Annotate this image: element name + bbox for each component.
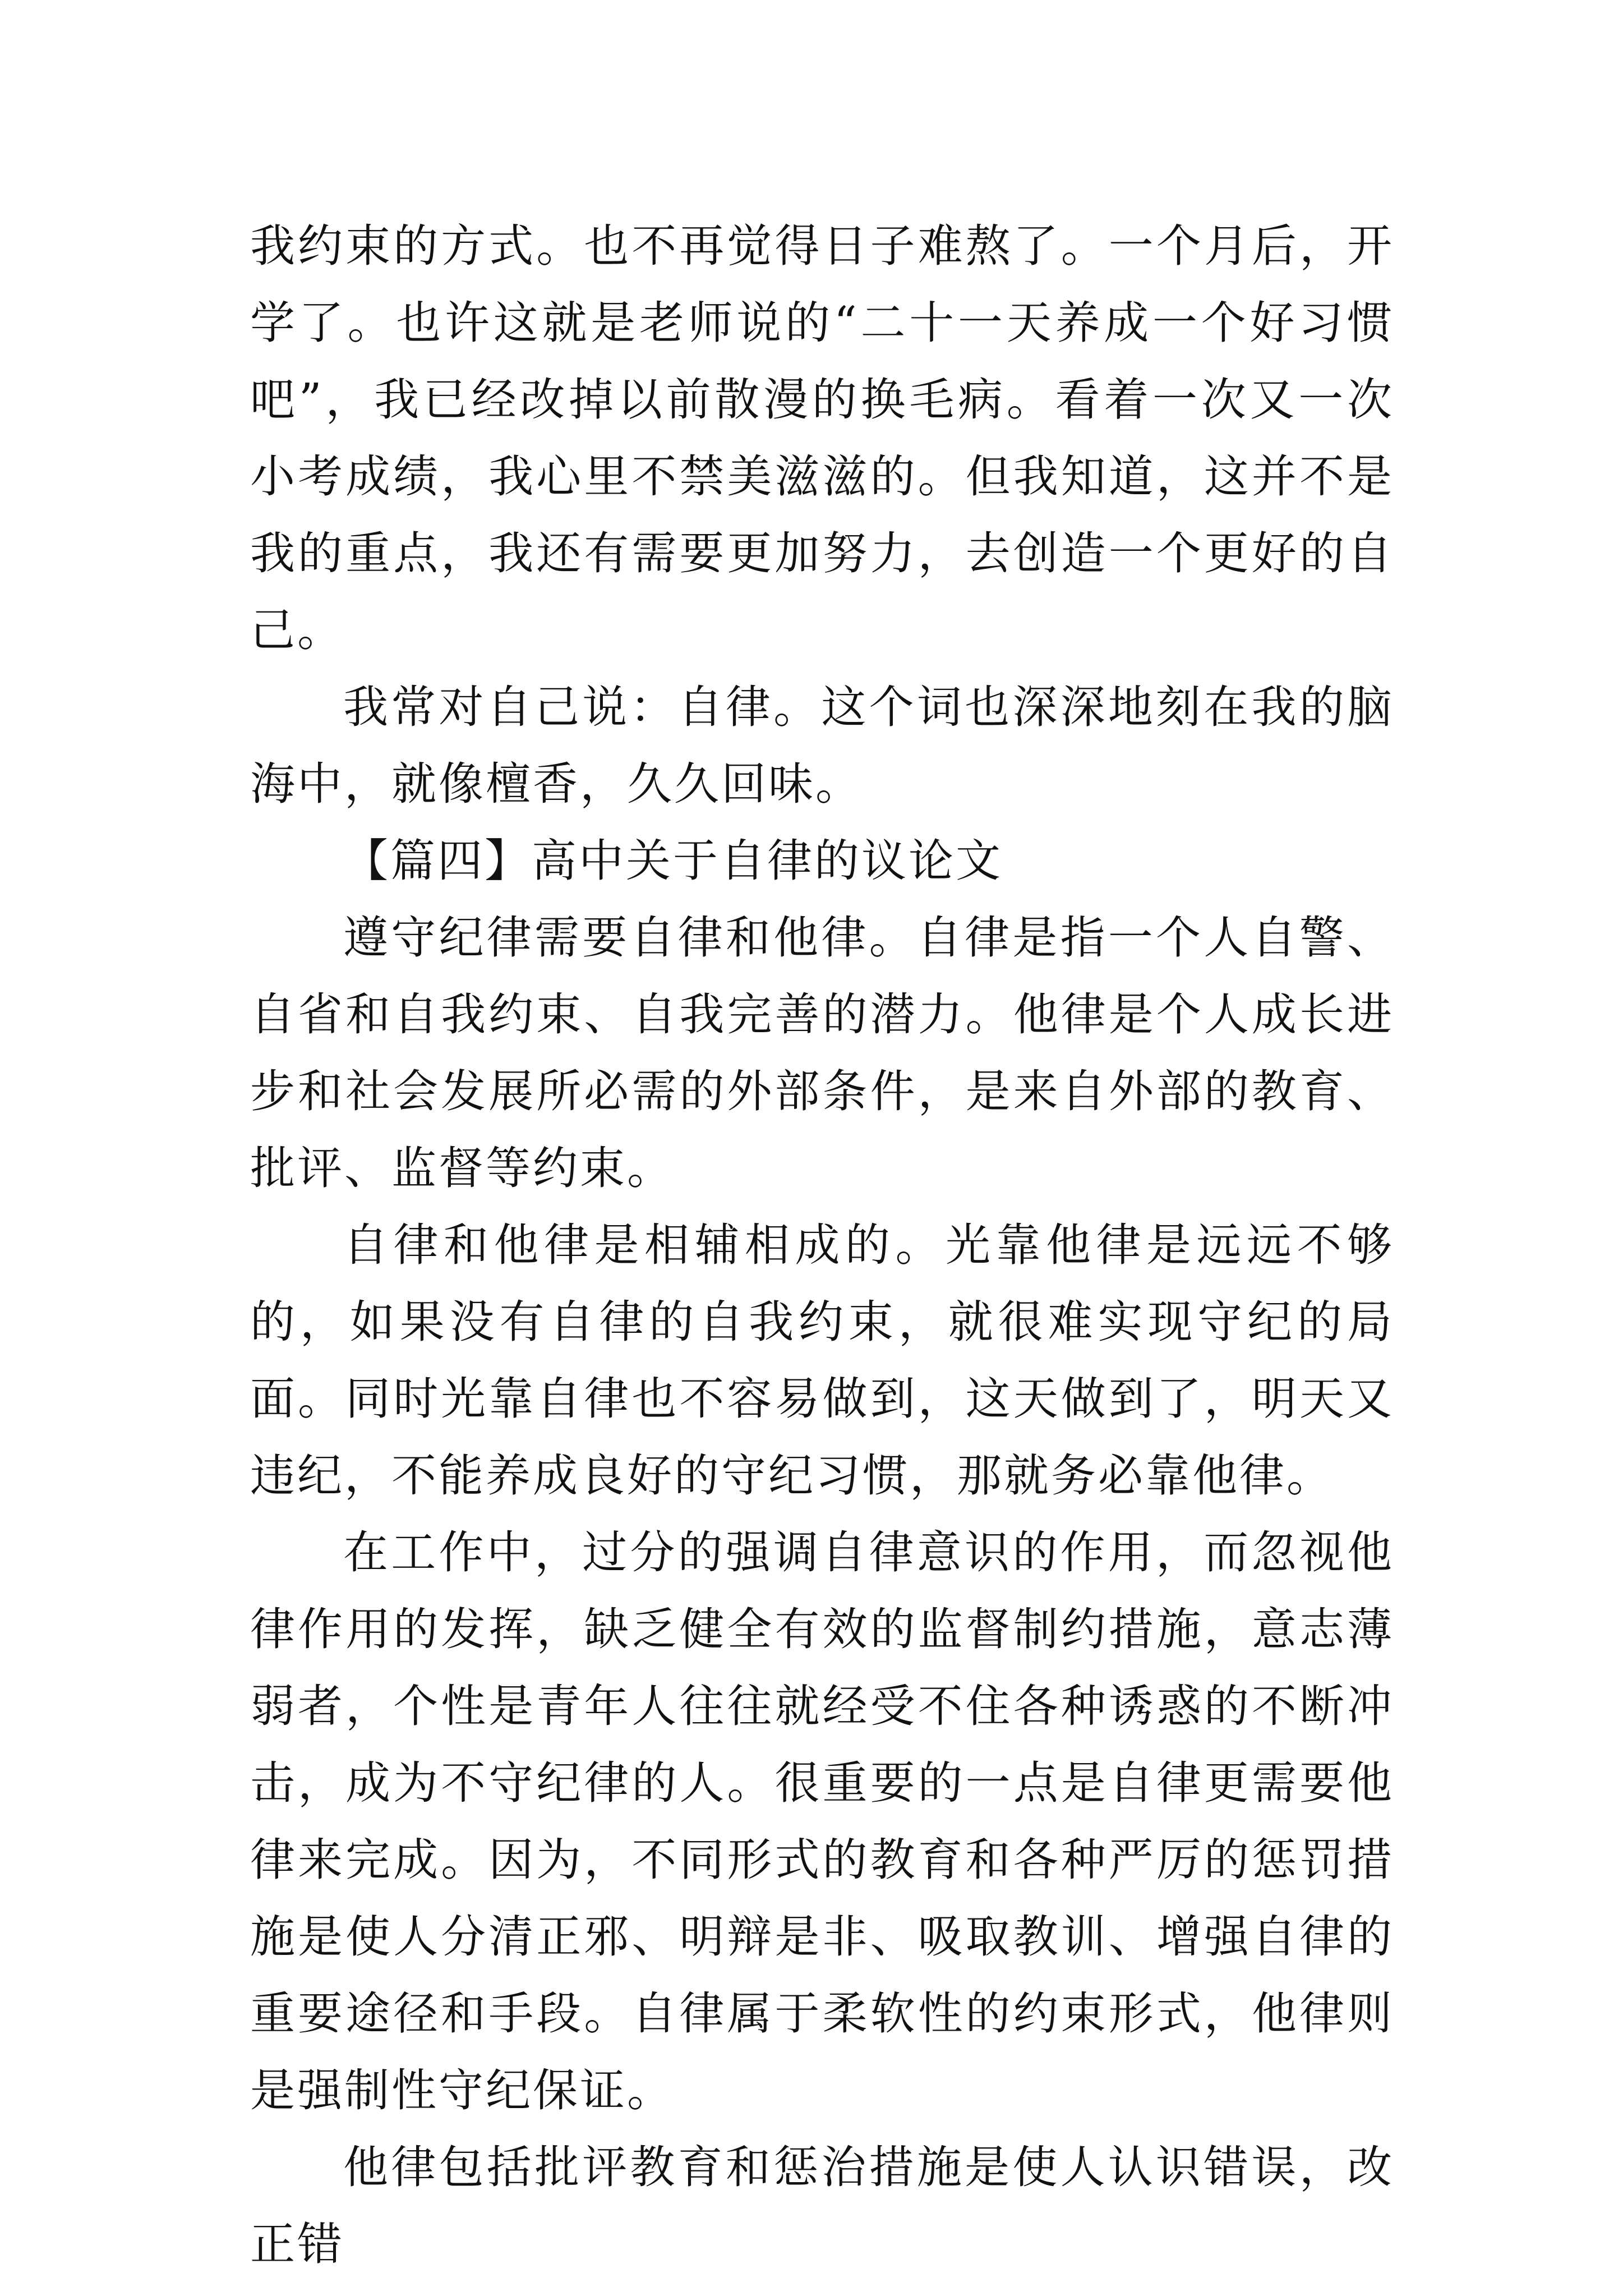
paragraph-discipline-definition: 遵守纪律需要自律和他律。自律是指一个人自警、自省和自我约束、自我完善的潜力。他律是个人成长进步和社会发展所必需的外部条件，是来自外部的教育、批评、监督等约束。	[250, 912, 1394, 1194]
paragraph-workplace: 在工作中，过分的强调自律意识的作用，而忽视他律作用的发挥，缺乏健全有效的监督制约措施，意志薄弱者，个性是青年人往往就经受不住各种诱惑的不断冲击，成为不守纪律的人。很重要的一点是自律更需要他律来完成。因为，不同形式的教育和各种严厉的惩罚措施是使人分清正邪、明辩是非、吸取教训、增强自律的重要途径和手段。自律属于柔软性的约束形式，他律则是强制性守纪保证。	[250, 1526, 1394, 2116]
section-heading: 【篇四】高中关于自律的议论文	[343, 835, 1003, 887]
document-body	[250, 208, 1394, 2283]
paragraph-heteronomy: 他律包括批评教育和惩治措施是使人认识错误，改正错	[250, 2141, 1394, 2270]
paragraph-complement: 自律和他律是相辅相成的。光靠他律是远远不够的，如果没有自律的自我约束，就很难实现守纪的局面。同时光靠自律也不容易做到，这天做到了，明天又违纪，不能养成良好的守纪习惯，那就务必靠他律。	[250, 1219, 1394, 1502]
paragraph-self-talk: 我常对自己说：自律。这个词也深深地刻在我的脑海中，就像檀香，久久回味。	[250, 681, 1394, 810]
paragraph-continuation: 我约束的方式。也不再觉得日子难熬了。一个月后，开学了。也许这就是老师说的“二十一天养成一个好习惯吧”，我已经改掉以前散漫的换毛病。看着一次又一次小考成绩，我心里不禁美滋滋的。但我知道，这并不是我的重点，我还有需要更加努力，去创造一个更好的自己。	[250, 220, 1394, 656]
